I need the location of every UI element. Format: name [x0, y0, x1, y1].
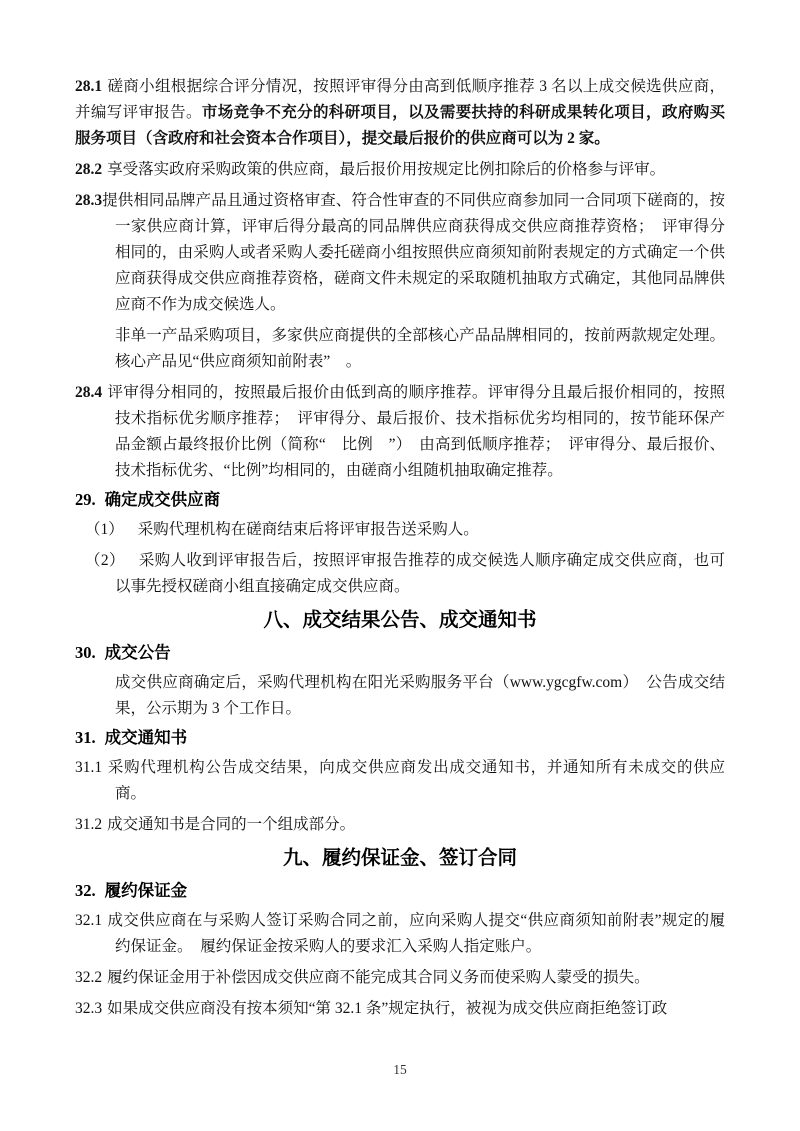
heading-number: 30. — [75, 643, 96, 662]
page-number: 15 — [393, 1062, 407, 1077]
heading-number: 29. — [75, 490, 96, 509]
clause-number: 28.2 — [75, 161, 103, 178]
clause-31-2 — [75, 812, 725, 838]
clause-text: 成交供应商确定后，采购代理机构在阳光采购服务平台（www.ygcgfw.com） 公告成交结果，公示期为 3 个工作日。 — [115, 674, 725, 717]
clause-text: 磋商小组根据综合评分情况，按照评审得分由高到低顺序推荐 3 名以上成交候选供应商，并编写评审报告。 — [75, 78, 725, 121]
clause-text: 成交通知书是合同的一个组成部分。 — [107, 816, 356, 833]
clause-28-2 — [75, 157, 725, 183]
clause-32-3 — [75, 996, 725, 1022]
clause-number: 28.4 — [75, 384, 103, 401]
clause-number: 32.1 — [75, 912, 103, 929]
heading-title: 履约保证金 — [104, 881, 188, 900]
clause-32-1 — [75, 908, 725, 960]
clause-31-1 — [75, 755, 725, 807]
section-heading-9: 九、履约保证金、签订合同 — [282, 848, 517, 869]
clause-28-3-note — [115, 323, 725, 375]
clause-text: 享受落实政府采购政策的供应商，最后报价用按规定比例扣除后的价格参与评审。 — [107, 161, 666, 178]
clause-number: 28.3 — [75, 192, 103, 209]
clause-text: 提供相同品牌产品且通过资格审查、符合性审查的不同供应商参加同一合同项下磋商的，按一家供应商计算，评审后得分最高的同品牌供应商获得成交供应商推荐资格； 评审得分相同的，由采购人或者采购人委托磋商小组按照供应商须知前附表规定的方式确定一个供应商获得成交供应商推荐资格，磋商文件未规定的采取随机抽取方式确定，其他同品牌供应商不作为成交候选人。 — [102, 192, 725, 313]
list-marker: （1） — [85, 521, 124, 538]
list-text: 采购代理机构在磋商结束后将评审报告送采购人。 — [137, 521, 479, 538]
clause-number: 28.1 — [75, 78, 103, 95]
heading-number: 32. — [75, 881, 96, 900]
heading-30 — [75, 642, 725, 664]
list-item-29-2 — [75, 548, 725, 600]
clause-text: 非单一产品采购项目，多家供应商提供的全部核心产品品牌相同的，按前两款规定处理。核心产品见“供应商须知前附表” 。 — [115, 327, 725, 370]
clause-32-2 — [75, 965, 725, 991]
clause-28-1 — [75, 74, 725, 152]
heading-number: 31. — [75, 728, 96, 747]
clause-text: 评审得分相同的，按照最后报价由低到高的顺序推荐。评审得分且最后报价相同的，按照技术指标优劣顺序推荐； 评审得分、最后报价、技术指标优劣均相同的，按节能环保产品金额占最终报价比例（简称“ 比例 ”） 由高到低顺序推荐； 评审得分、最后报价、技术指标优劣、“比例”均相同的，由磋商小组随机抽取确定推荐。 — [107, 384, 725, 479]
clause-text: 成交供应商在与采购人签订采购合同之前，应向采购人提交“供应商须知前附表”规定的履约保证金。 履约保证金按采购人的要求汇入采购人指定账户。 — [107, 912, 725, 955]
clause-30-body — [115, 670, 725, 722]
clause-number: 32.2 — [75, 969, 103, 986]
clause-text: 采购代理机构公告成交结果，向成交供应商发出成交通知书，并通知所有未成交的供应商。 — [107, 759, 725, 802]
list-text: 采购人收到评审报告后，按照评审报告推荐的成交候选人顺序确定成交供应商，也可以事先授权磋商小组直接确定成交供应商。 — [115, 552, 725, 595]
section-heading-8: 八、成交结果公告、成交通知书 — [263, 610, 537, 631]
clause-number: 31.2 — [75, 816, 103, 833]
heading-title: 确定成交供应商 — [104, 490, 221, 509]
heading-title: 成交公告 — [104, 643, 171, 662]
clause-text-bold: 市场竞争不充分的科研项目，以及需要扶持的科研成果转化项目，政府购买服务项目（含政府和社会资本合作项目），提交最后报价的供应商可以为 2 家。 — [75, 104, 725, 147]
clause-number: 32.3 — [75, 1000, 103, 1017]
heading-title: 成交通知书 — [104, 728, 188, 747]
heading-31 — [75, 727, 725, 749]
heading-32 — [75, 880, 725, 902]
clause-28-4 — [75, 380, 725, 484]
clause-number: 31.1 — [75, 759, 103, 776]
clause-28-3 — [75, 188, 725, 318]
list-marker: （2） — [85, 552, 125, 569]
list-item-29-1 — [75, 517, 725, 543]
heading-29 — [75, 489, 725, 511]
clause-text: 履约保证金用于补偿因成交供应商不能完成其合同义务而使采购人蒙受的损失。 — [107, 969, 650, 986]
clause-text: 如果成交供应商没有按本须知“第 32.1 条”规定执行，被视为成交供应商拒绝签订政 — [107, 1000, 668, 1017]
